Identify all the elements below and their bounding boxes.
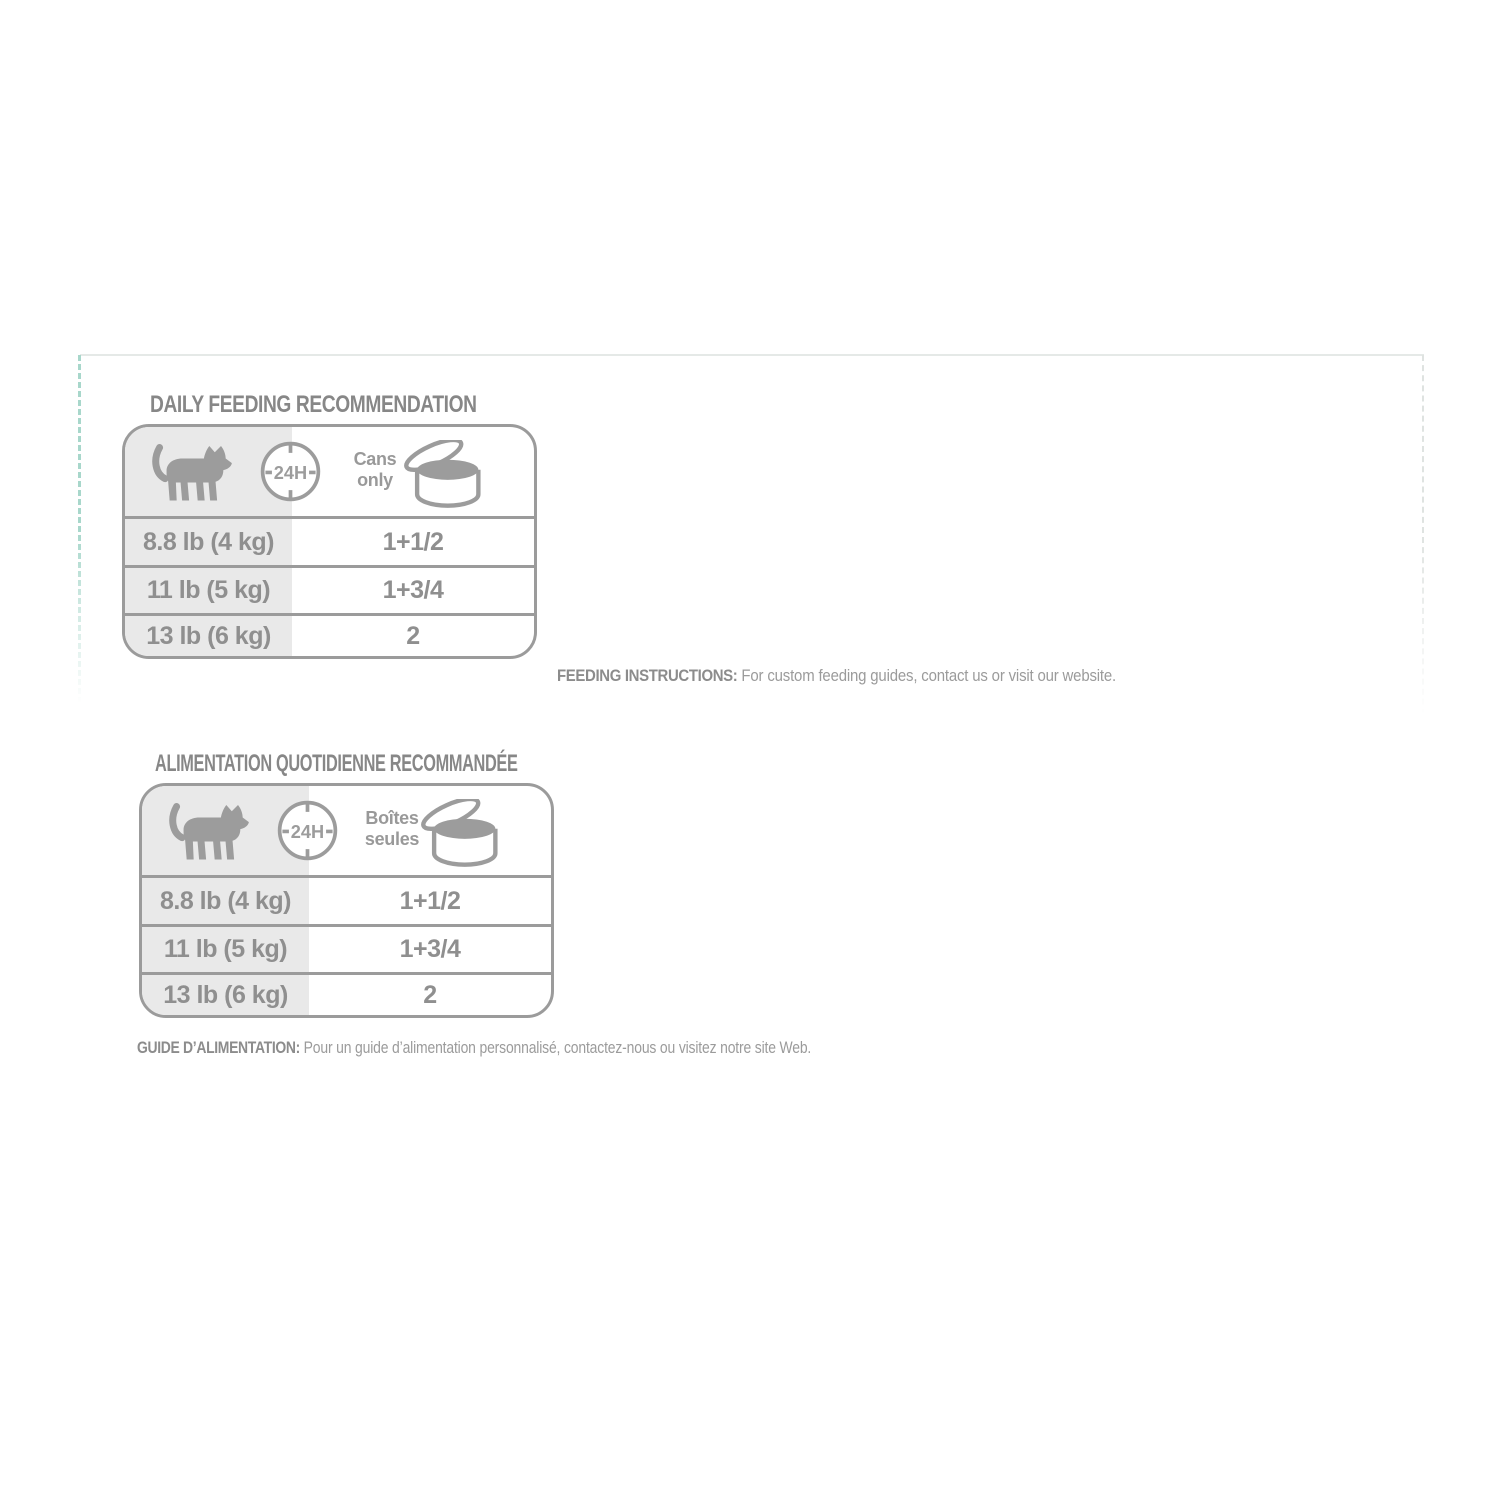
cutline-top: [80, 354, 1424, 356]
note-label: FEEDING INSTRUCTIONS:: [557, 666, 738, 685]
table-row: [142, 875, 551, 924]
note-label: GUIDE D’ALIMENTATION:: [137, 1038, 300, 1057]
table-header: [142, 786, 551, 875]
feeding-instructions-note: [557, 666, 1116, 686]
clock-24h-icon: [275, 798, 340, 863]
cat-icon: [168, 797, 252, 869]
note-text: Pour un guide d’alimentation personnalisé, contactez-nous ou visitez notre site Web.: [299, 1038, 812, 1057]
svg-text:24H: 24H: [273, 461, 308, 483]
unit-label: Cans only: [353, 449, 397, 490]
open-can-icon: [417, 799, 509, 869]
amount-cell: 2: [406, 621, 420, 650]
section-title-en: DAILY FEEDING RECOMMENDATION: [150, 391, 477, 418]
table-row: [142, 972, 551, 1015]
table-row: [125, 613, 534, 656]
feeding-table-fr: [139, 783, 554, 1018]
section-title-fr: ALIMENTATION QUOTIDIENNE RECOMMANDÉE: [155, 750, 518, 777]
clock-24h-icon: [258, 439, 323, 504]
weight-cell: 11 lb (5 kg): [163, 935, 288, 963]
weight-cell: 8.8 lb (4 kg): [159, 886, 292, 915]
feeding-table-en: [122, 424, 537, 659]
weight-cell: 13 lb (6 kg): [146, 621, 271, 650]
weight-cell: 11 lb (5 kg): [146, 576, 271, 604]
table-row: [125, 565, 534, 613]
amount-cell: 2: [423, 980, 437, 1009]
amount-cell: 1+3/4: [382, 576, 444, 604]
svg-text:24H: 24H: [290, 820, 325, 842]
table-header: [125, 427, 534, 516]
weight-cell: 13 lb (6 kg): [163, 980, 288, 1009]
table-row: [142, 924, 551, 972]
weight-cell: 8.8 lb (4 kg): [142, 527, 275, 556]
unit-label: Boîtes seules: [364, 808, 420, 849]
table-row: [125, 516, 534, 565]
amount-cell: 1+1/2: [382, 527, 444, 556]
cutline-left-dashed: [78, 355, 81, 703]
cutline-right-dashed: [1422, 355, 1424, 715]
guide-alimentation-note: [137, 1038, 811, 1058]
open-can-icon: [400, 440, 492, 510]
note-text: For custom feeding guides, contact us or visit our website.: [737, 666, 1117, 685]
amount-cell: 1+3/4: [399, 935, 461, 963]
amount-cell: 1+1/2: [399, 886, 461, 915]
cat-icon: [151, 438, 235, 510]
